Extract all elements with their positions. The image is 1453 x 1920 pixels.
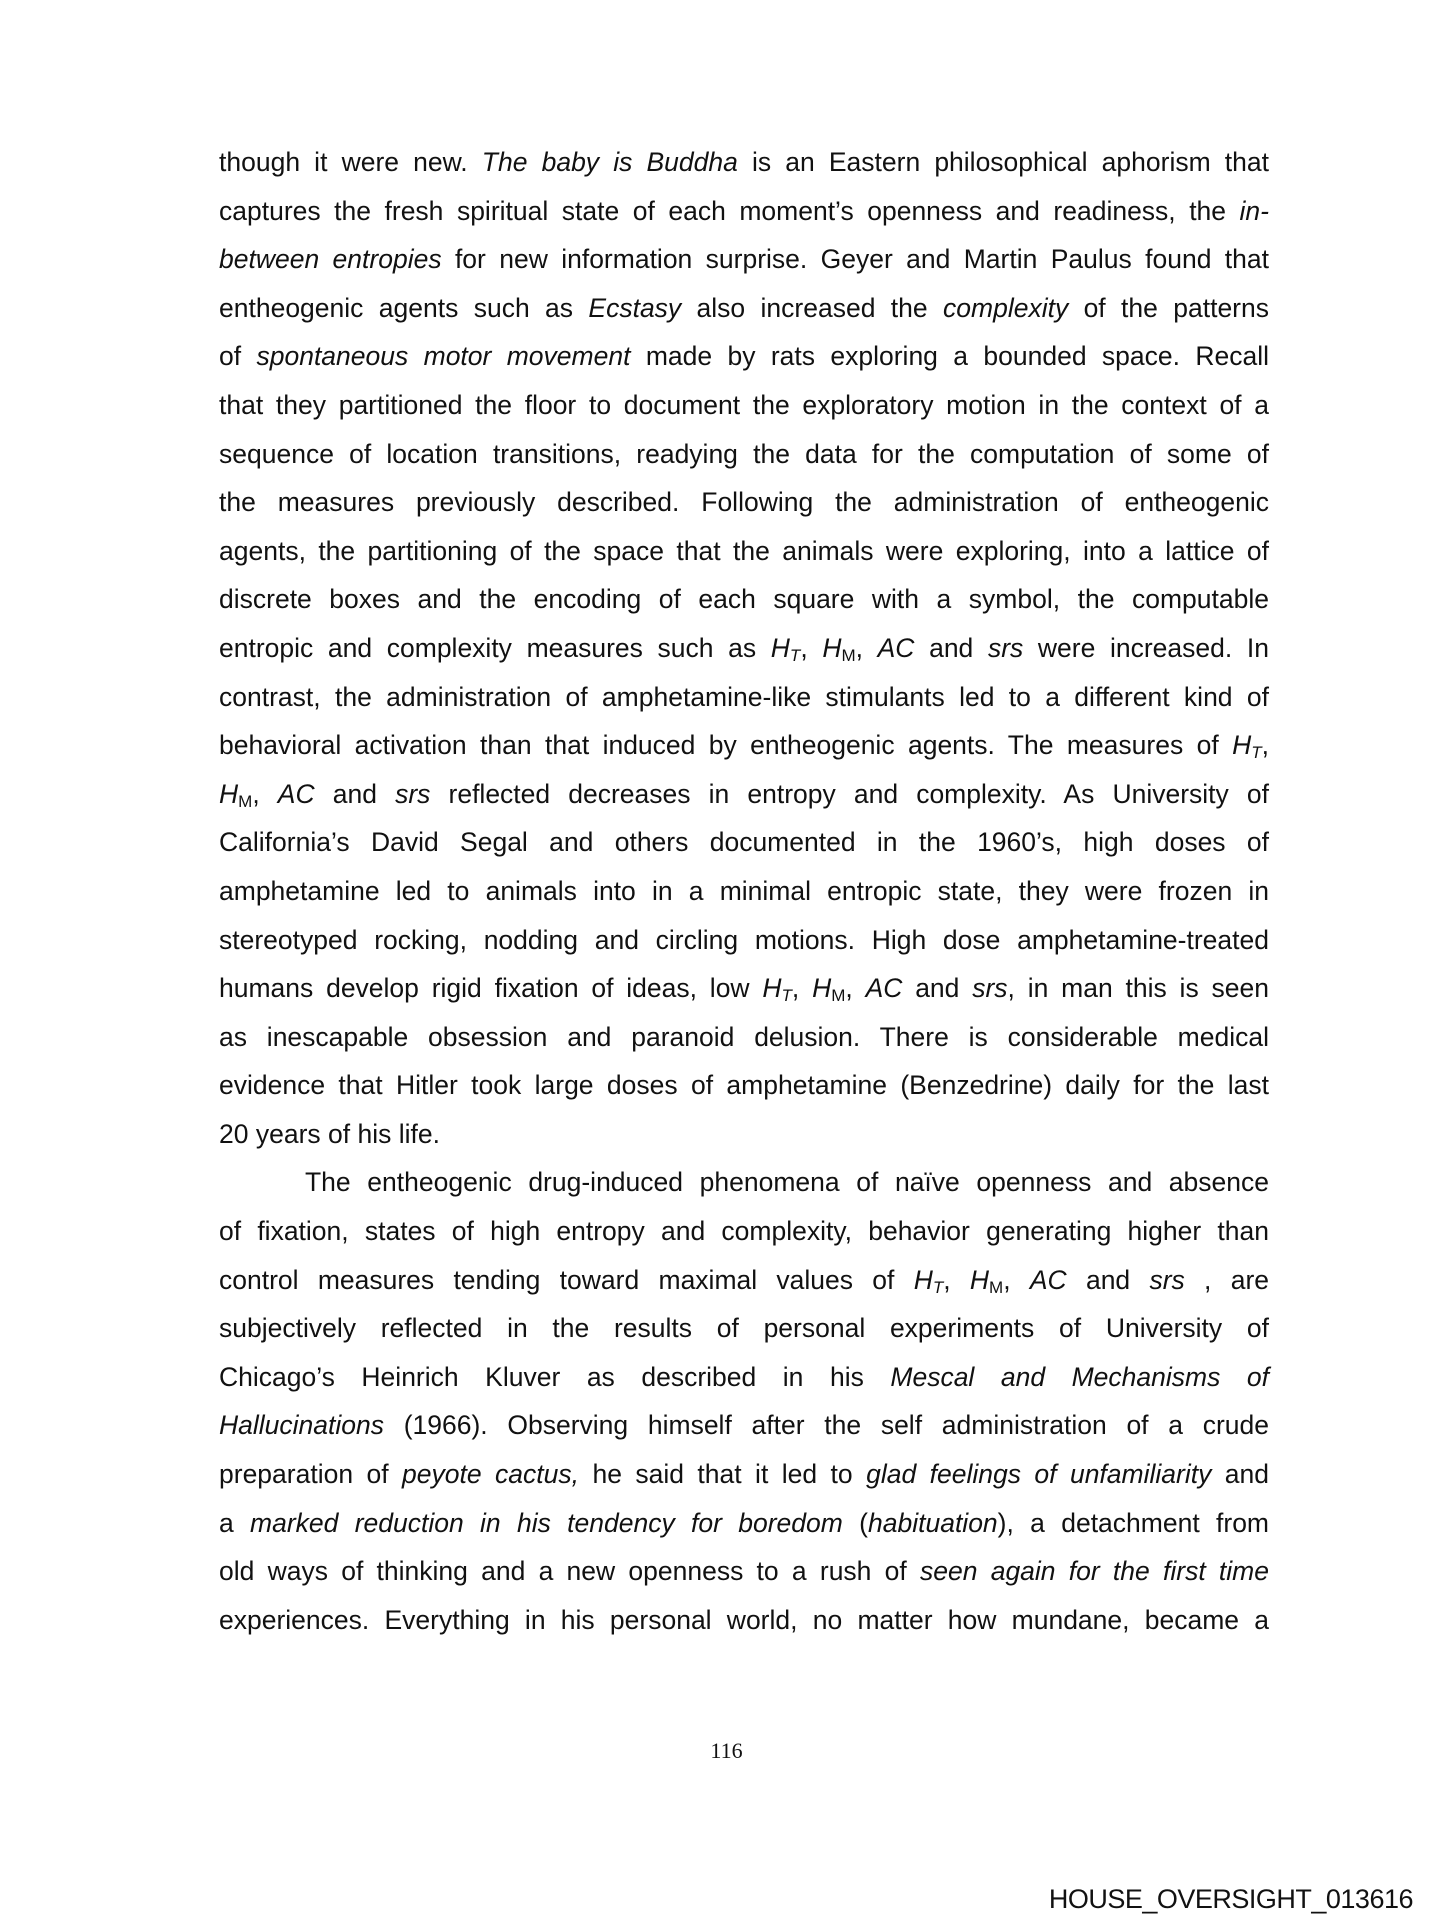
text-segment: subjectively reflected in the results of personal experiments of University of [219, 1313, 1269, 1344]
text-line [219, 1110, 1269, 1159]
subscript: M [989, 1277, 1004, 1297]
text-line [219, 235, 1269, 284]
text-segment: were increased. In [1023, 632, 1269, 663]
text-segment: , [791, 973, 813, 1004]
italic-text: srs [1149, 1264, 1185, 1295]
text-segment: and [914, 632, 988, 663]
italic-text: AC [1029, 1264, 1067, 1295]
text-segment: stereotyped rocking, nodding and circling motions. High dose amphetamine-treated [219, 924, 1269, 955]
subscript: T [781, 986, 792, 1006]
italic-text: Mescal and Mechanisms of [890, 1361, 1269, 1392]
text-segment: entropic and complexity measures such as [219, 632, 771, 663]
text-segment: , [1003, 1264, 1030, 1295]
page-number: 116 [710, 1738, 743, 1763]
subscript: M [831, 986, 846, 1006]
text-segment: , [1261, 730, 1269, 761]
italic-text: Hallucinations [219, 1410, 384, 1441]
text-segment: , [800, 632, 823, 663]
text-segment: , [845, 973, 866, 1004]
text-segment: entheogenic agents such as [219, 292, 589, 323]
italic-text: The baby is Buddha [481, 147, 738, 177]
subscript: M [841, 645, 856, 665]
text-segment: control measures tending toward maximal values of [219, 1264, 914, 1295]
text-line [219, 1499, 1269, 1548]
text-segment: for new information surprise. Geyer and Martin Paulus found that [441, 244, 1269, 275]
italic-text: H [969, 1264, 990, 1295]
italic-text: AC [877, 632, 915, 663]
text-line [219, 381, 1269, 430]
text-segment: agents, the partitioning of the space that the animals were exploring, into a lattice of [219, 535, 1269, 566]
bates-stamp: HOUSE_OVERSIGHT_013616 [1048, 1884, 1413, 1914]
italic-text: H [822, 632, 842, 663]
text-line [219, 1207, 1269, 1256]
text-segment: preparation of [219, 1459, 403, 1490]
subscript: T [932, 1277, 944, 1297]
italic-text: srs [395, 778, 431, 809]
text-segment: , [252, 778, 278, 809]
text-segment: of the patterns [1068, 292, 1269, 323]
italic-text: AC [277, 778, 315, 809]
text-line [219, 527, 1269, 576]
subscript: T [789, 645, 801, 665]
text-line [219, 1013, 1269, 1062]
text-segment: of fixation, states of high entropy and complexity, behavior generating higher than [219, 1216, 1269, 1247]
italic-text: habituation [868, 1507, 998, 1538]
italic-text: complexity [943, 292, 1069, 323]
text-line [219, 478, 1269, 527]
text-segment: behavioral activation than that induced by entheogenic agents. The measures of [219, 730, 1233, 761]
text-segment: that they partitioned the floor to document the exploratory motion in the context of a [219, 389, 1269, 420]
text-segment: , [943, 1264, 970, 1295]
text-segment: also increased the [681, 292, 944, 323]
text-segment: experiences. Everything in his personal world, no matter how mundane, became a [219, 1604, 1269, 1635]
text-segment: and [902, 973, 973, 1004]
text-segment: , [855, 632, 878, 663]
text-line [219, 721, 1269, 770]
text-line [219, 430, 1269, 479]
text-line [219, 624, 1269, 673]
text-segment: though it were new. [219, 147, 482, 177]
text-segment: 20 years of his life. [219, 1118, 440, 1149]
italic-text: H [1232, 730, 1252, 761]
text-line [219, 284, 1269, 333]
italic-text: marked reduction in his tendency for boredom [250, 1507, 843, 1538]
text-segment: amphetamine led to animals into in a minimal entropic state, they were frozen in [219, 875, 1269, 906]
subscript: T [1251, 743, 1262, 763]
text-line [219, 916, 1269, 965]
text-line [219, 1304, 1269, 1353]
italic-text: H [913, 1264, 933, 1295]
body-text [219, 138, 1269, 1644]
italic-text: Ecstasy [588, 292, 682, 323]
text-segment: made by rats exploring a bounded space. Recall [630, 341, 1270, 372]
text-line [219, 1256, 1269, 1305]
text-segment: is an Eastern philosophical aphorism that [737, 147, 1269, 177]
subscript: M [238, 791, 253, 811]
text-line [219, 1061, 1269, 1110]
text-line [219, 1158, 1269, 1207]
text-line [219, 138, 1269, 187]
italic-text: H [812, 973, 832, 1004]
text-segment: as inescapable obsession and paranoid delusion. There is considerable medical [219, 1021, 1269, 1052]
text-segment: humans develop rigid fixation of ideas, low [219, 973, 763, 1004]
italic-text: H [219, 778, 239, 809]
text-segment: Chicago’s Heinrich Kluver as described in his [219, 1361, 891, 1392]
text-segment: , in man this is seen [1007, 973, 1269, 1004]
text-segment: evidence that Hitler took large doses of amphetamine (Benzedrine) daily for the last [219, 1070, 1269, 1101]
text-segment: the measures previously described. Following the administration of entheogenic [219, 487, 1269, 518]
text-segment: ( [842, 1507, 868, 1538]
text-line [219, 964, 1269, 1013]
text-line [219, 187, 1269, 236]
text-segment: old ways of thinking and a new openness to a rush of [219, 1556, 920, 1587]
text-segment: discrete boxes and the encoding of each square with a symbol, the computable [219, 584, 1269, 615]
text-line [219, 818, 1269, 867]
text-segment: and [1066, 1264, 1150, 1295]
text-segment: he said that it led to [579, 1459, 867, 1490]
text-segment: contrast, the administration of amphetamine-like stimulants led to a different kind of [219, 681, 1269, 712]
text-segment: of [219, 341, 257, 372]
text-line [219, 1401, 1269, 1450]
text-segment: a [219, 1507, 251, 1538]
text-line [219, 575, 1269, 624]
italic-text: glad feelings of unfamiliarity [866, 1459, 1212, 1490]
text-segment: , are [1184, 1264, 1270, 1295]
text-segment: and [314, 778, 396, 809]
italic-text: H [770, 632, 790, 663]
text-segment: reflected decreases in entropy and complexity. As University of [430, 778, 1269, 809]
text-segment: California’s David Segal and others documented in the 1960’s, high doses of [219, 827, 1269, 858]
text-line [219, 770, 1269, 819]
text-line [219, 332, 1269, 381]
italic-text: srs [987, 632, 1024, 663]
italic-text: peyote cactus, [402, 1459, 580, 1490]
italic-text: spontaneous motor movement [256, 341, 631, 372]
text-segment: sequence of location transitions, readying the data for the computation of some of [219, 438, 1269, 469]
text-line [219, 1547, 1269, 1596]
text-line [219, 1450, 1269, 1499]
text-line [219, 1353, 1269, 1402]
italic-text: srs [972, 973, 1008, 1004]
text-line [219, 1596, 1269, 1645]
text-line [219, 867, 1269, 916]
text-segment: (1966). Observing himself after the self administration of a crude [383, 1410, 1269, 1441]
italic-text: H [762, 973, 782, 1004]
text-segment: ), a detachment from [997, 1507, 1270, 1538]
italic-text: AC [865, 973, 903, 1004]
italic-text: seen again for the first time [920, 1556, 1269, 1587]
text-segment: and [1211, 1459, 1269, 1490]
text-segment: The entheogenic drug-induced phenomena of naïve openness and absence [305, 1167, 1269, 1198]
text-line [219, 673, 1269, 722]
italic-text: in- [1239, 195, 1269, 226]
text-segment: captures the fresh spiritual state of each moment’s openness and readiness, the [219, 195, 1240, 226]
italic-text: between entropies [219, 244, 442, 275]
